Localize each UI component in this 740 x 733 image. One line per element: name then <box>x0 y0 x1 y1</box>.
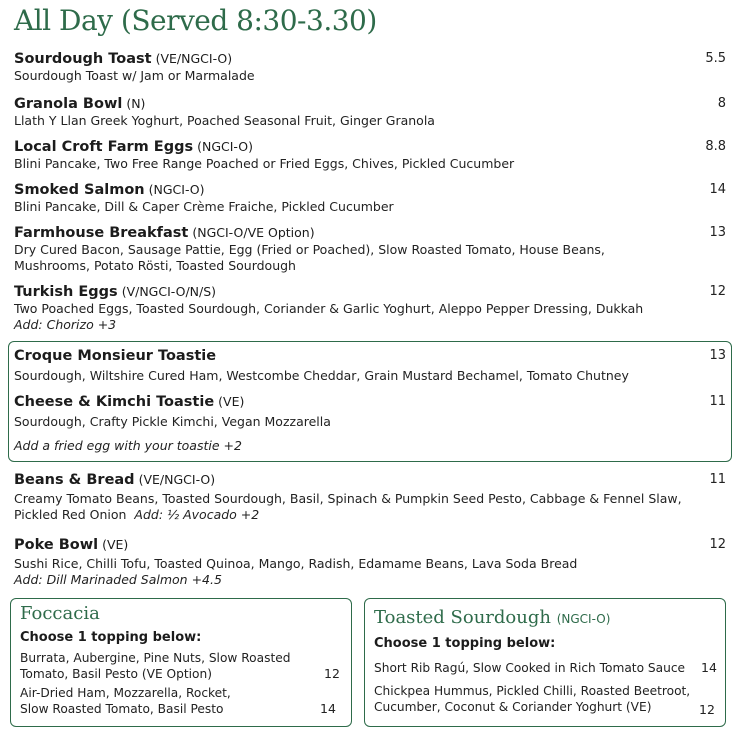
item-description: Dry Cured Bacon, Sausage Pattie, Egg (Fried or Poached), Slow Roasted Tomato, House Beans, <box>14 242 605 257</box>
item-addon: Add: Chorizo +3 <box>14 317 117 332</box>
item-name: Smoked Salmon (NGCI-O) <box>14 182 205 198</box>
item-price: 12 <box>709 284 726 299</box>
item-name: Croque Monsieur Toastie <box>14 348 217 364</box>
sourdough-option-price: 14 <box>701 660 717 675</box>
menu-item <box>14 224 726 274</box>
menu-item <box>14 283 726 333</box>
menu-item <box>14 95 726 129</box>
item-tag: (NGCI-O) <box>148 182 205 197</box>
foccacia-title: Foccacia <box>20 603 100 624</box>
sourdough-tag: (NGCI-O) <box>556 612 611 626</box>
menu-item <box>14 471 726 523</box>
foccacia-choose: Choose 1 topping below: <box>20 630 202 645</box>
item-price: 13 <box>709 348 726 363</box>
sourdough-choose: Choose 1 topping below: <box>374 636 556 651</box>
sourdough-option: Chickpea Hummus, Pickled Chilli, Roasted Beetroot, Cucumber, Coconut & Coriander Yoghurt (VE) <box>374 684 691 714</box>
item-addon: Add: ½ Avocado +2 <box>134 507 260 522</box>
item-name: Local Croft Farm Eggs (NGCI-O) <box>14 139 253 155</box>
item-price: 12 <box>709 537 726 552</box>
menu-item <box>14 181 726 215</box>
item-tag: (NGCI-O/VE Option) <box>192 225 315 240</box>
item-price: 11 <box>709 394 726 409</box>
item-addon: Add: Dill Marinaded Salmon +4.5 <box>14 572 222 587</box>
item-description: Sushi Rice, Chilli Tofu, Toasted Quinoa, Mango, Radish, Edamame Beans, Lava Soda Bread <box>14 556 578 571</box>
item-description: Sourdough Toast w/ Jam or Marmalade <box>14 68 255 83</box>
foccacia-option: Air-Dried Ham, Mozzarella, Rocket, Slow Roasted Tomato, Basil Pesto <box>20 686 231 716</box>
item-price: 11 <box>709 472 726 487</box>
item-description: Blini Pancake, Dill & Caper Crème Fraiche, Pickled Cucumber <box>14 199 394 214</box>
item-description: Two Poached Eggs, Toasted Sourdough, Coriander & Garlic Yoghurt, Aleppo Pepper Dressing, Dukkah <box>14 301 644 316</box>
item-tag: (VE/NGCI-O) <box>155 51 233 66</box>
item-name: Farmhouse Breakfast (NGCI-O/VE Option) <box>14 225 315 241</box>
item-name: Beans & Bread (VE/NGCI-O) <box>14 472 216 488</box>
foccacia-option-price: 14 <box>320 701 336 716</box>
item-tag: (VE/NGCI-O) <box>138 472 216 487</box>
sourdough-option: Short Rib Ragú, Slow Cooked in Rich Tomato Sauce <box>374 661 686 675</box>
foccacia-option-price: 12 <box>324 666 340 681</box>
sourdough-box <box>364 598 726 727</box>
item-description: Creamy Tomato Beans, Toasted Sourdough, Basil, Spinach & Pumpkin Seed Pesto, Cabbage & Fennel Slaw, <box>14 491 682 506</box>
menu-item <box>14 138 726 172</box>
item-name: Poke Bowl (VE) <box>14 537 129 553</box>
item-description: Blini Pancake, Two Free Range Poached or Fried Eggs, Chives, Pickled Cucumber <box>14 156 515 171</box>
item-description: Mushrooms, Potato Rösti, Toasted Sourdough <box>14 258 296 273</box>
menu-title: All Day (Served 8:30-3.30) <box>14 4 377 37</box>
item-name: Granola Bowl (N) <box>14 96 146 112</box>
item-tag: (VE) <box>218 394 245 409</box>
foccacia-option: Burrata, Aubergine, Pine Nuts, Slow Roasted Tomato, Basil Pesto (VE Option) <box>20 651 291 681</box>
foccacia-box <box>10 598 352 727</box>
item-price: 13 <box>709 225 726 240</box>
item-name: Cheese & Kimchi Toastie (VE) <box>14 394 245 410</box>
menu-item <box>14 393 726 430</box>
item-description: Llath Y Llan Greek Yoghurt, Poached Seasonal Fruit, Ginger Granola <box>14 113 435 128</box>
item-name: Sourdough Toast (VE/NGCI-O) <box>14 51 233 67</box>
item-price: 8.8 <box>705 139 726 154</box>
item-tag: (VE) <box>102 537 129 552</box>
sourdough-title: Toasted Sourdough (NGCI-O) <box>374 607 611 628</box>
item-tag: (NGCI-O) <box>197 139 253 154</box>
item-description: Sourdough, Wiltshire Cured Ham, Westcombe Cheddar, Grain Mustard Bechamel, Tomato Chutney <box>14 368 629 383</box>
item-price: 5.5 <box>705 51 726 66</box>
menu-item <box>14 347 726 384</box>
item-tag: (N) <box>126 96 146 111</box>
item-tag: (V/NGCI-O/N/S) <box>121 284 217 299</box>
toastie-addon: Add a fried egg with your toastie +2 <box>14 438 242 453</box>
item-description: Pickled Red Onion Add: ½ Avocado +2 <box>14 507 260 522</box>
menu-item <box>14 50 726 84</box>
item-price: 14 <box>709 182 726 197</box>
item-price: 8 <box>717 96 726 111</box>
item-description: Sourdough, Crafty Pickle Kimchi, Vegan Mozzarella <box>14 414 331 429</box>
item-name: Turkish Eggs (V/NGCI-O/N/S) <box>14 284 217 300</box>
sourdough-option-price: 12 <box>699 702 715 717</box>
menu-item <box>14 536 726 588</box>
